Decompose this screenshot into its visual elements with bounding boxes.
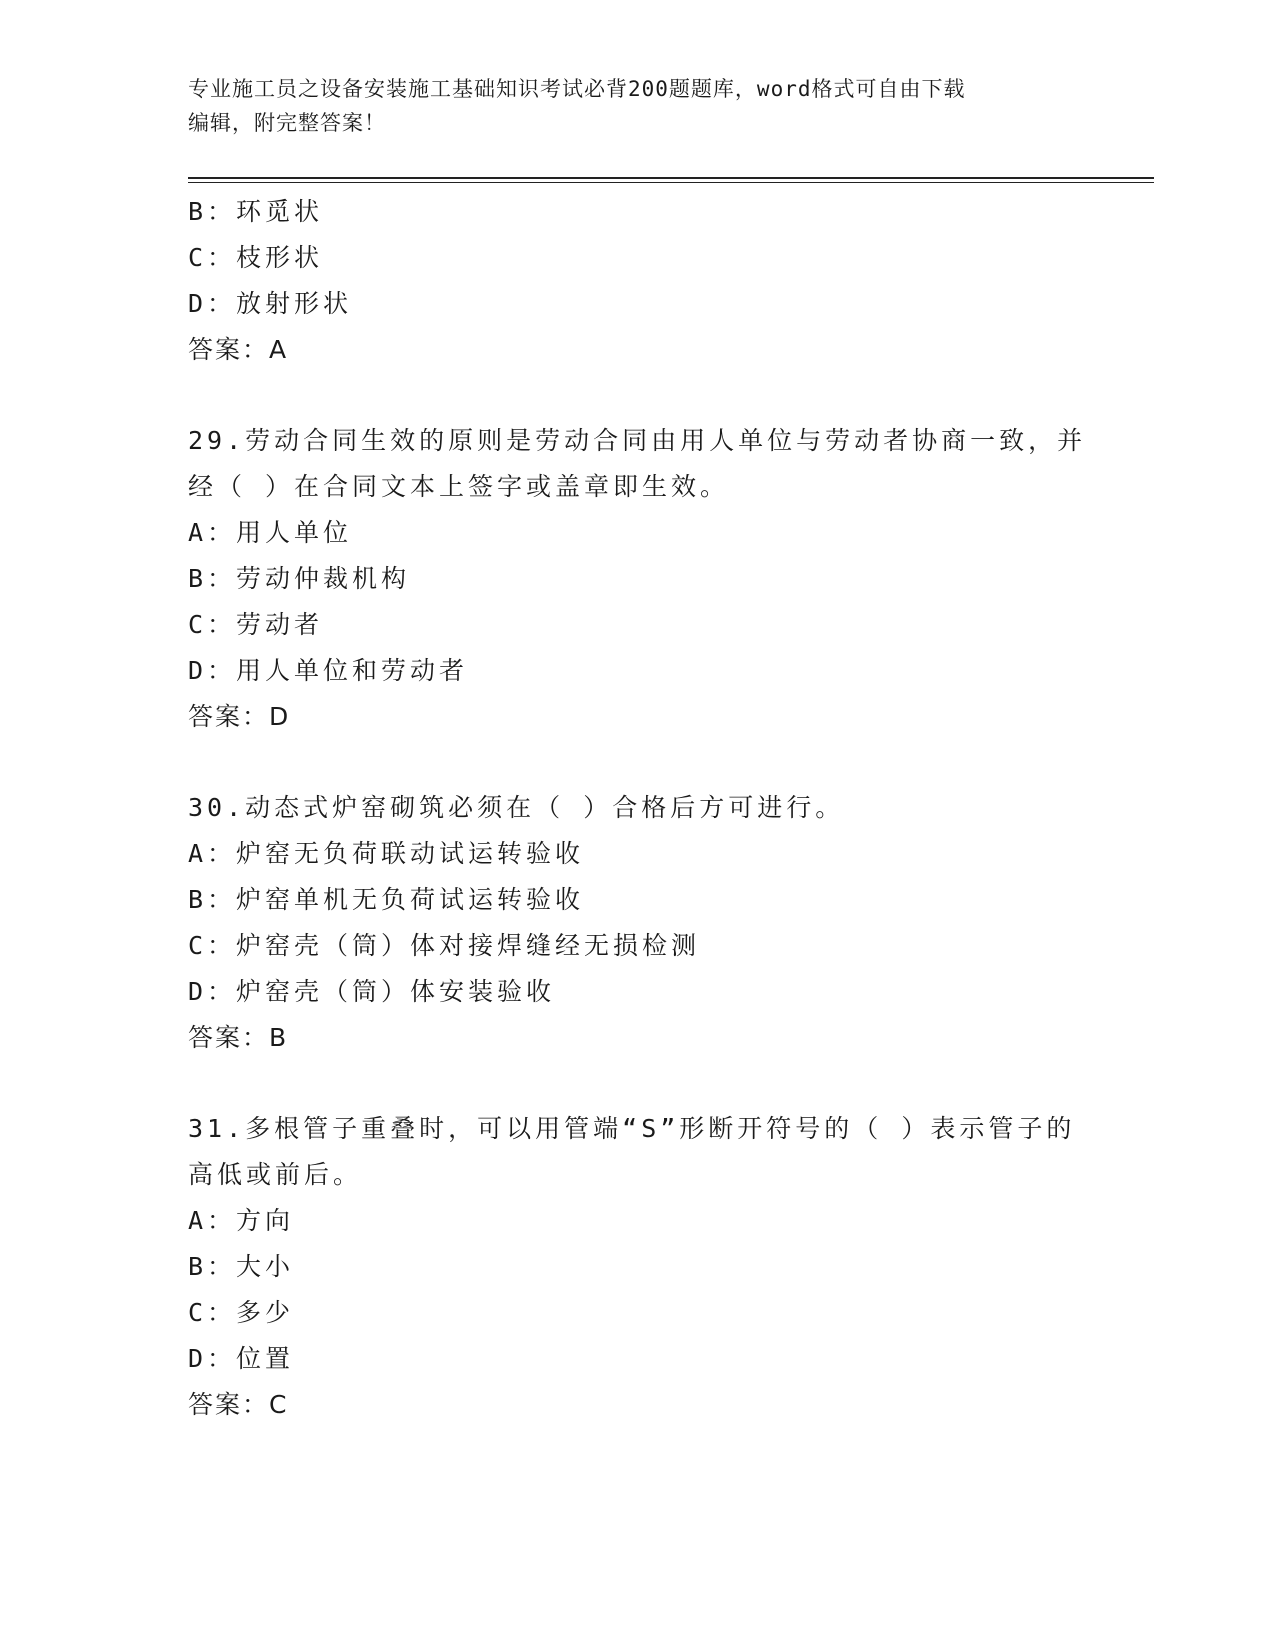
header-divider-thick: [188, 177, 1154, 179]
header-title-line-1: 专业施工员之设备安装施工基础知识考试必背200题题库，word格式可自由下载: [188, 77, 966, 101]
option-b: B：炉窑单机无负荷试运转验收: [188, 885, 585, 914]
question-stem-line-1: 31.多根管子重叠时，可以用管端“S”形断开符号的（ ）表示管子的: [188, 1114, 1076, 1143]
question-30: [188, 785, 1088, 1061]
question-stem-line-1: 29.劳动合同生效的原则是劳动合同由用人单位与劳动者协商一致，并: [188, 426, 1087, 455]
answer-label: 答案：C: [188, 1390, 289, 1419]
option-d: D：用人单位和劳动者: [188, 656, 469, 685]
answer-label: 答案：A: [188, 335, 289, 364]
option-c: C：炉窑壳（筒）体对接焊缝经无损检测: [188, 931, 701, 960]
question-spacer: [188, 1061, 1088, 1106]
option-b: B：环觅状: [188, 197, 324, 226]
option-d: D：位置: [188, 1344, 295, 1373]
answer-label: 答案：B: [188, 1023, 289, 1052]
option-b: B：劳动仲裁机构: [188, 564, 411, 593]
option-b: B：大小: [188, 1252, 295, 1281]
question-spacer: [188, 740, 1088, 785]
document-header: [188, 72, 1088, 140]
header-divider-thin: [188, 182, 1154, 183]
option-a: A：炉窑无负荷联动试运转验收: [188, 839, 585, 868]
question-29: [188, 418, 1088, 740]
option-d: D：炉窑壳（筒）体安装验收: [188, 977, 556, 1006]
option-c: C：劳动者: [188, 610, 324, 639]
header-title-line-2: 编辑，附完整答案！: [188, 111, 386, 135]
option-a: A：方向: [188, 1206, 295, 1235]
question-28: [188, 189, 1088, 373]
option-d: D：放射形状: [188, 289, 353, 318]
question-31: [188, 1106, 1088, 1428]
option-c: C：多少: [188, 1298, 295, 1327]
question-spacer: [188, 373, 1088, 418]
answer-label: 答案：D: [188, 702, 291, 731]
question-stem-line-2: 经（ ）在合同文本上签字或盖章即生效。: [188, 472, 730, 501]
question-stem-line-1: 30.动态式炉窑砌筑必须在（ ）合格后方可进行。: [188, 793, 845, 822]
option-a: A：用人单位: [188, 518, 353, 547]
option-c: C：枝形状: [188, 243, 324, 272]
question-list: [188, 189, 1088, 1428]
question-stem-line-2: 高低或前后。: [188, 1160, 363, 1189]
